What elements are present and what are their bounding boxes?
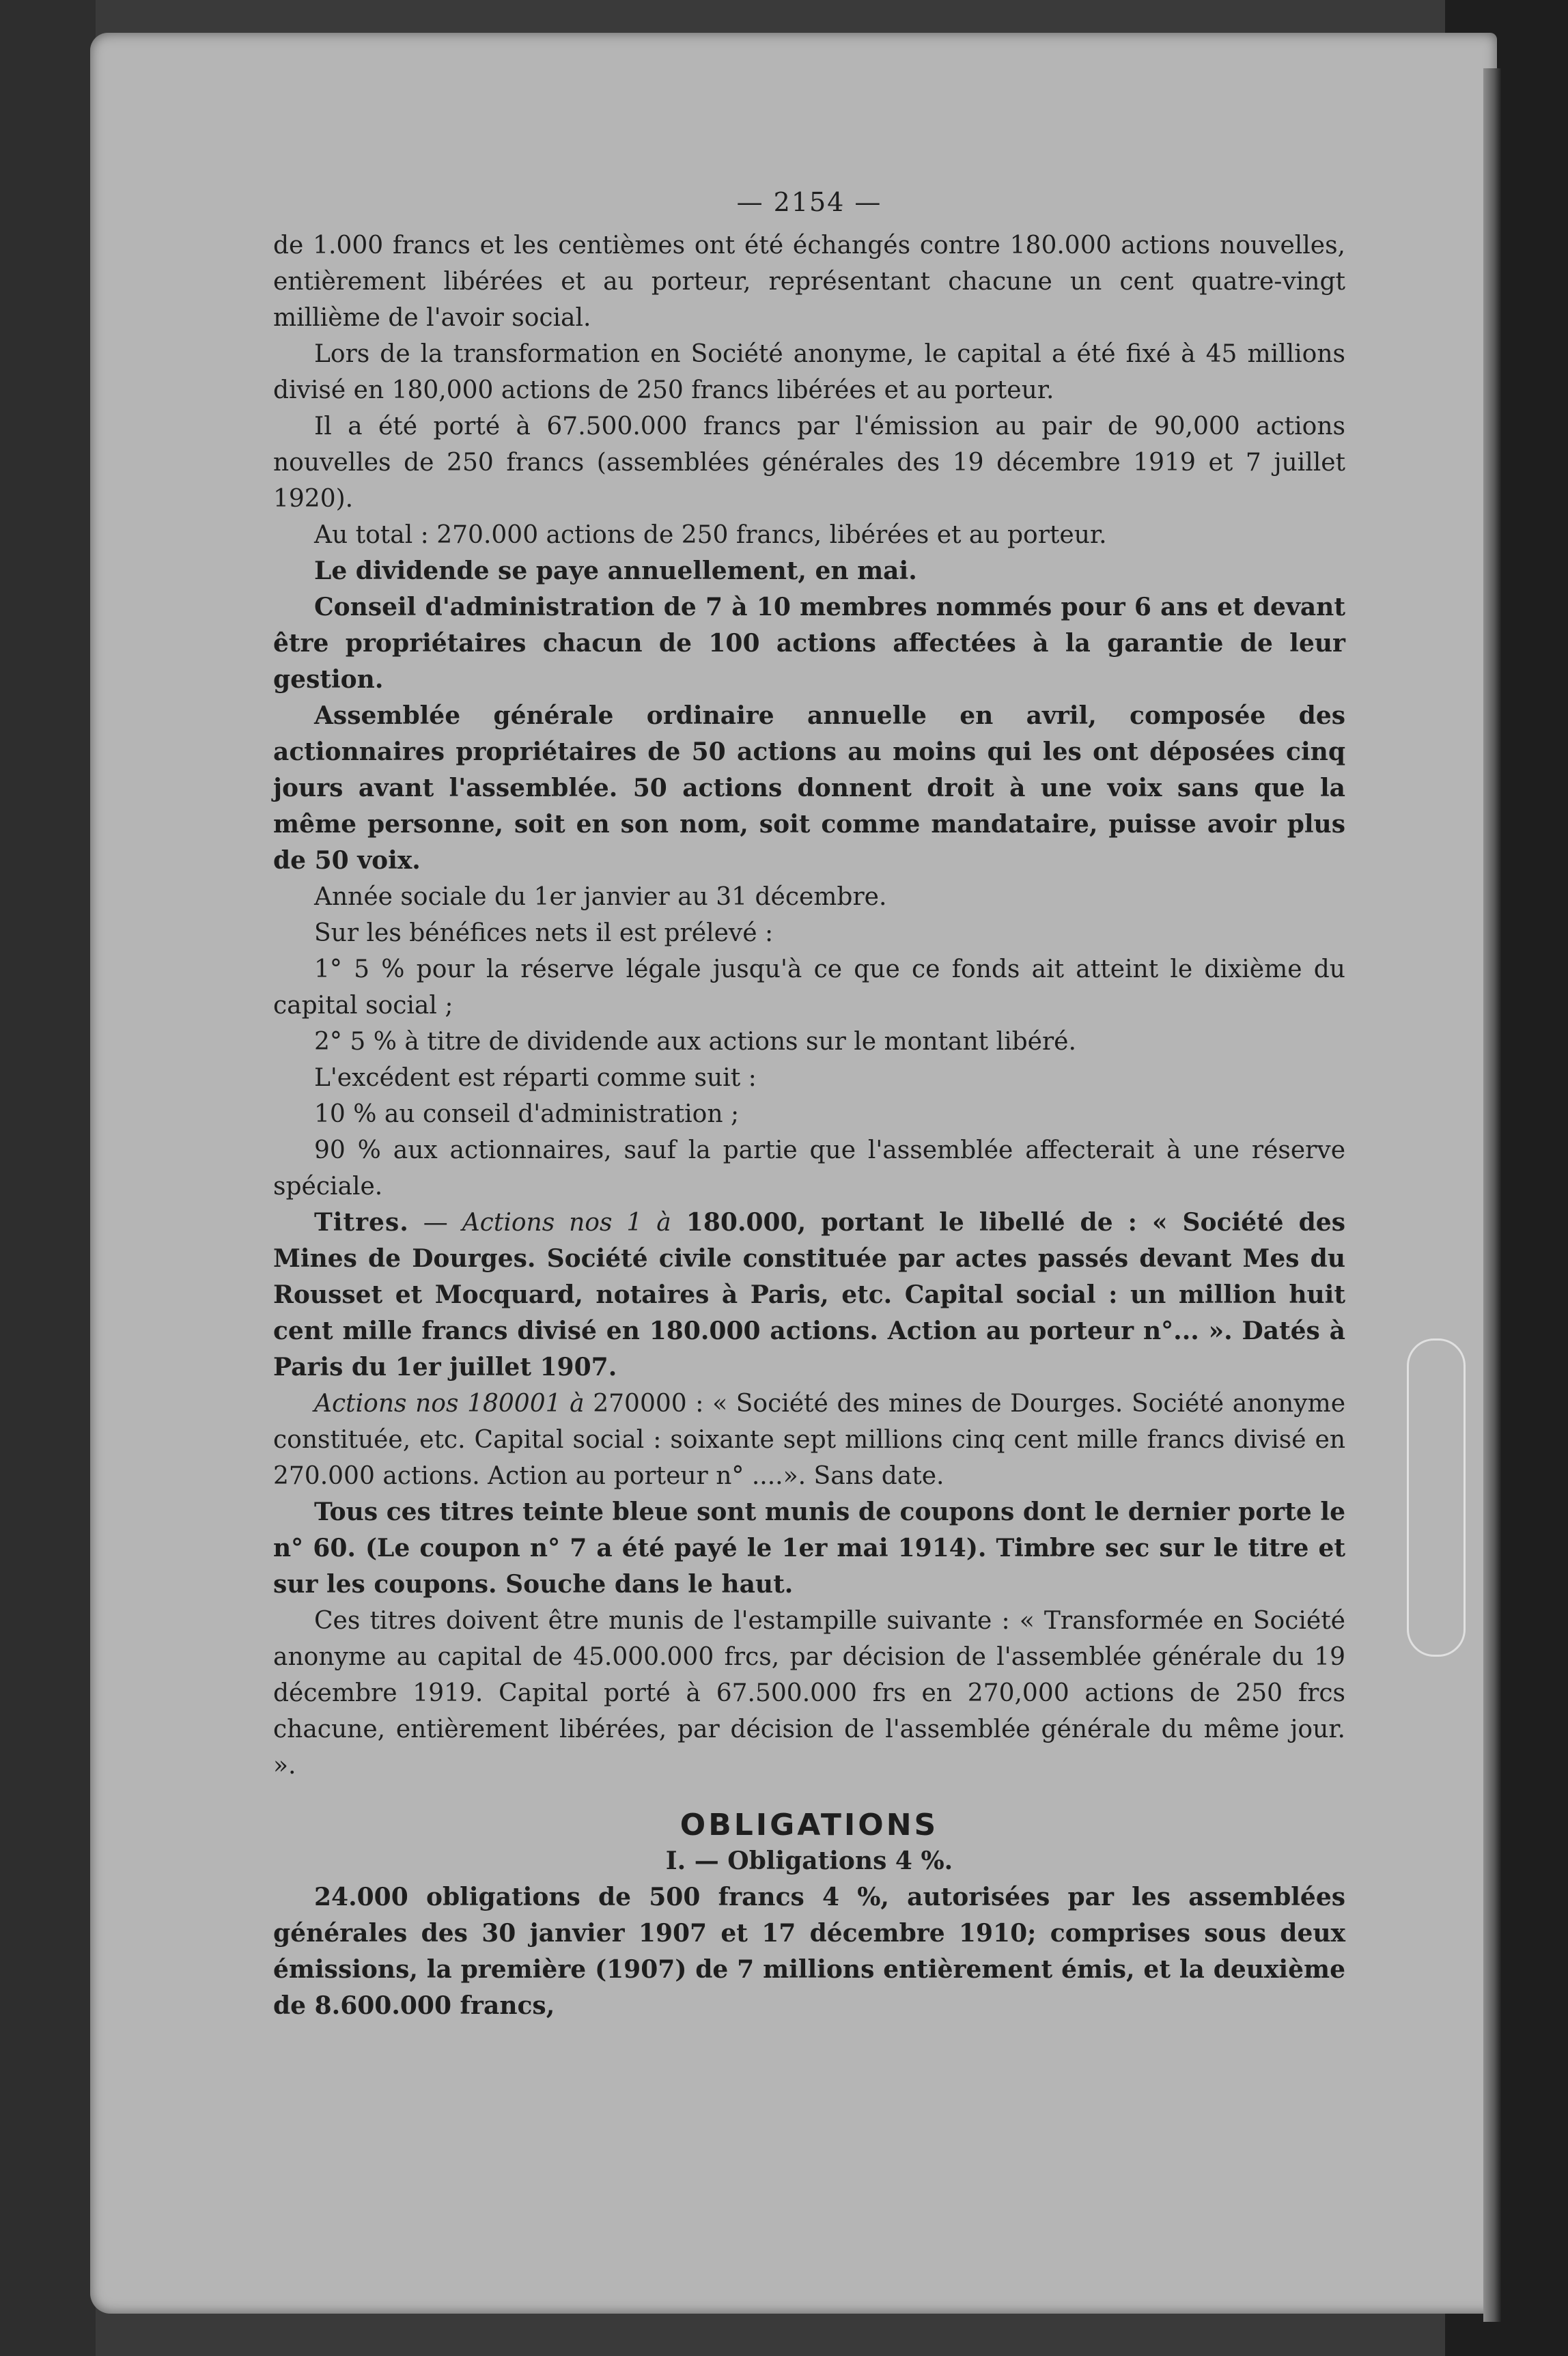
coupons-paragraph: Tous ces titres teinte bleue sont munis de coupons dont le dernier porte le n° 60. (Le coupon n° 7 a été payé le 1er mai 1914). Timbre sec sur le titre et sur les coupons. Souche dans le haut.	[273, 1498, 1345, 1599]
paragraph-p7: Assemblée générale ordinaire annuelle en avril, composée des actionnaires propriétaires de 50 actions au moins qui les ont déposées cinq jours avant l'assemblée. 50 actions donnent droit à une voix sans que la même personne, soit en son nom, soit comme mandataire, puisse avoir plus de 50 voix.	[273, 701, 1345, 875]
obligations-heading: OBLIGATIONS	[680, 1808, 939, 1842]
paragraph-p14: 90 % aux actionnaires, sauf la partie que l'assemblée affecterait à une réserve spéciale.	[273, 1136, 1345, 1201]
paragraph-p3: Il a été porté à 67.500.000 francs par l'émission au pair de 90,000 actions nouvelles de 250 francs (assemblées générales des 19 décembre 1919 et 7 juillet 1920).	[273, 412, 1345, 513]
estampille-paragraph: Ces titres doivent être munis de l'estampille suivante : « Transformée en Société anonyme au capital de 45.000.000 frcs, par décision de l'assemblée générale du 19 décembre 1919. Capital porté à 67.500.000 frs en 270,000 actions de 250 frcs chacune, entièrement libérées, par décision de l'assemblée générale du même jour. ».	[273, 1607, 1345, 1780]
obligations-paragraph: 24.000 obligations de 500 francs 4 %, autorisées par les assemblées générales des 30 janvier 1907 et 17 décembre 1910; comprises sous deux émissions, la première (1907) de 7 millions entièrement émis, et la deuxième de 8.600.000 francs,	[273, 1883, 1345, 2020]
titres-label-2: Actions nos 180001 à	[314, 1390, 585, 1418]
paragraph-p6: Conseil d'administration de 7 à 10 membres nommés pour 6 ans et devant être propriétaires chacun de 100 actions affectées à la garantie de leur gestion.	[273, 593, 1345, 694]
titres-dash: —	[408, 1209, 462, 1237]
titres-label-1: Actions nos 1 à	[462, 1209, 671, 1237]
paragraph-p5: Le dividende se paye annuellement, en mai.	[314, 557, 917, 585]
titres-paragraph-2	[273, 1386, 1345, 1494]
book-spine	[1483, 68, 1501, 2322]
titres-text-1: 180.000, portant le libellé de : « Société des Mines de Dourges. Société civile constituée par actes passés devant Mes du Rousset et Mocquard, notaires à Paris, etc. Capital social : un million huit cent mille francs divisé en 180.000 actions. Action au porteur n°... ». Datés à Paris du 1er juillet 1907.	[273, 1208, 1345, 1382]
paragraph-p13: 10 % au conseil d'administration ;	[314, 1100, 740, 1128]
paragraph-p1: de 1.000 francs et les centièmes ont été échangés contre 180.000 actions nouvelles, entièrement libérées et au porteur, représentant chacune un cent quatre-vingt millième de l'avoir social.	[273, 232, 1345, 332]
titres-text-2: 270000 : « Société des mines de Dourges. Société anonyme constituée, etc. Capital social : soixante sept millions cinq cent mille francs divisé en 270.000 actions. Action au porteur n° ....». Sans date.	[273, 1390, 1345, 1490]
page-content	[273, 184, 1345, 2024]
obligations-subheading: I. — Obligations 4 %.	[665, 1847, 953, 1875]
titres-paragraph	[273, 1205, 1345, 1386]
paragraph-p4: Au total : 270.000 actions de 250 francs, libérées et au porteur.	[314, 521, 1107, 549]
scan-backdrop-left	[0, 0, 96, 2356]
paragraph-p8: Année sociale du 1er janvier au 31 décembre.	[314, 883, 887, 911]
paragraph-p12: L'excédent est réparti comme suit :	[314, 1064, 757, 1092]
binding-thread	[1407, 1338, 1466, 1657]
paragraph-p9: Sur les bénéfices nets il est prélevé :	[314, 919, 774, 947]
page-number: — 2154 —	[736, 187, 882, 217]
titres-lead: Titres.	[314, 1208, 409, 1237]
body-paragraphs	[273, 227, 1345, 1205]
paragraph-p2: Lors de la transformation en Société anonyme, le capital a été fixé à 45 millions divisé en 180,000 actions de 250 francs libérées et au porteur.	[273, 340, 1345, 404]
paragraph-p10: 1° 5 % pour la réserve légale jusqu'à ce que ce fonds ait atteint le dixième du capital social ;	[273, 955, 1345, 1020]
paragraph-p11: 2° 5 % à titre de dividende aux actions sur le montant libéré.	[314, 1028, 1076, 1056]
